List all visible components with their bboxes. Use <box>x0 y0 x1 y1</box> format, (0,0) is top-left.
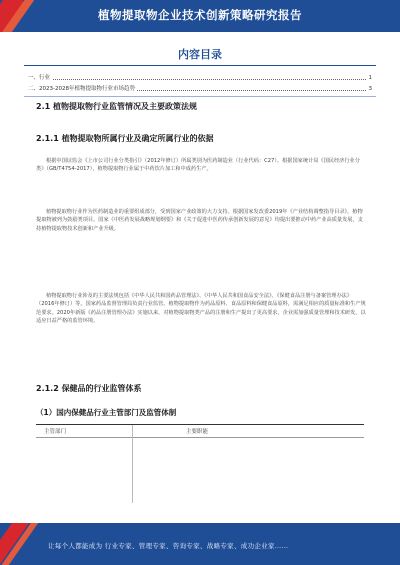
table-header-rule <box>36 437 364 438</box>
toc-entry[interactable] <box>28 74 372 82</box>
footer-slogan: 让每个人都能成为 行业专家、管理专家、咨询专家、战略专家、成功企业家…… <box>48 542 289 550</box>
table-header-function: 主要职能 <box>186 429 209 435</box>
section-heading-2-1-1: 2.1.1 植物提取物所属行业及确定所属行业的依据 <box>36 134 214 143</box>
toc-entry-page: 3 <box>368 86 372 92</box>
table-header-department: 主管部门 <box>44 429 67 435</box>
toc-entry-label: 一、行业 <box>28 75 51 81</box>
toc-entry-page: 1 <box>368 75 372 81</box>
body-paragraph: 植物提取物行业涉及的主要法规包括《中华人民共和国药品管理法》、《中华人民共和国食品安全法》、《保健食品注册与备案管理办法》（2016年修订）等。国家药品监督管理局负责行业监管。植物提取物作为药品原料、食品原料和保健食品原料，需满足相应的质量标准和生产规范要求。2020年新版《药品注册管理办法》实施以来，对植物提取物类产品的注册和生产提出了更高要求，企业需加强质量管理和技术研发，以适应日益严格的监管环境。 <box>36 293 366 325</box>
toc-entry[interactable] <box>28 85 372 93</box>
section-heading-2-1: 2.1 植物提取物行业监管情况及主要政策法规 <box>36 102 197 111</box>
toc-divider-bottom <box>24 96 376 97</box>
regulator-table <box>36 424 364 502</box>
report-title: 植物提取物企业技术创新策略研究报告 <box>98 8 302 22</box>
table-column-divider <box>132 425 133 503</box>
body-paragraph: 根据中国证监会《上市公司行业分类指引》（2012年修订）所属类别为医药制造业（行业代码：C27）。根据国家统计局《国民经济行业分类》（GB/T4754-2017），植物提取物行业属于中药饮片加工和中成药生产。 <box>36 158 360 173</box>
subsection-heading: （1）国内保健品行业主管部门及监管体制 <box>36 408 177 417</box>
body-paragraph: 植物提取物行业作为医药制造业的重要组成部分，受到国家产业政策的大力支持。根据国家发改委2019年《产业结构调整指导目录》，植物提取物被列为鼓励类项目。国家《中医药发展战略规划纲要》和《关于促进中医药传承创新发展的意见》均提出要推动中药产业高质量发展，支持植物提取物技术创新和产业升级。 <box>36 209 363 232</box>
toc-divider <box>24 65 376 66</box>
toc-leader-dots <box>28 79 372 80</box>
footer-accent-stripe <box>0 523 40 565</box>
toc-title: 内容目录 <box>178 48 222 61</box>
section-heading-2-1-2: 2.1.2 保健品的行业监管体系 <box>36 384 142 393</box>
toc-entry-label: 二、2023-2028年植物提取物行业市场趋势 <box>28 86 135 92</box>
